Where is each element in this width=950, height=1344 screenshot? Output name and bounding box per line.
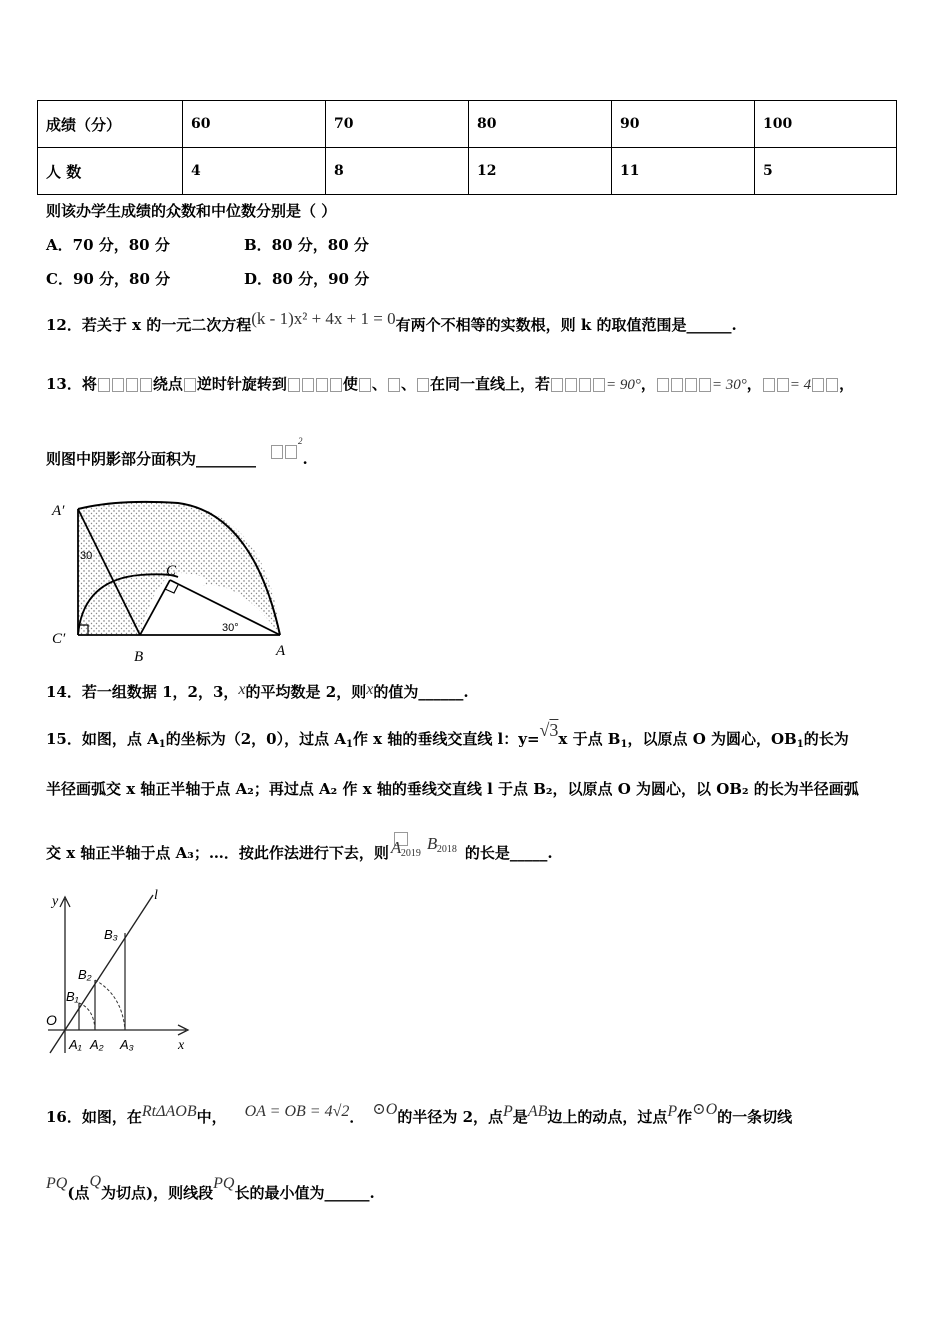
q15-line1-pre: 15．如图，点 A	[46, 730, 159, 748]
q15-line3-post: 的长是_____.	[464, 844, 553, 862]
q15-sqrt3: 3	[549, 720, 559, 740]
table-row	[38, 101, 897, 148]
q16-mid4: 边上的动点，过点	[547, 1108, 668, 1126]
q16-line2-b: 为切点)，则线段	[101, 1184, 214, 1202]
label-b3: B₃	[104, 927, 118, 942]
q16-line2-a: (点	[67, 1184, 90, 1202]
score-table	[37, 100, 897, 195]
q15-figure	[40, 885, 200, 1060]
q16-line1	[46, 1101, 793, 1127]
table-cell: 8	[326, 148, 469, 195]
table-cell: 5	[755, 148, 897, 195]
q16-mid2: 的半径为 2，点	[397, 1108, 504, 1126]
q15-arc-a-sub: 2019	[400, 848, 421, 859]
q15-line1-e: 的长为	[803, 730, 849, 748]
label-c-prime: C′	[52, 631, 66, 647]
q15-sub1: 1	[158, 739, 166, 750]
label-o: O	[46, 1012, 57, 1028]
label-angle-2: 30°	[222, 622, 239, 634]
q15-arc-expression	[389, 834, 465, 864]
table-header-count: 人 数	[38, 148, 183, 195]
q15-line1-c: x 于点 B	[558, 730, 621, 748]
q16-eq: OA = OB = 4√2	[244, 1103, 350, 1120]
q16-mid5: 作	[677, 1108, 693, 1126]
q11-option-a: A．70 分，80 分	[46, 236, 170, 254]
label-b: B	[134, 649, 144, 665]
q12-pre: 12．若关于 x 的一元二次方程	[46, 316, 252, 334]
table-row	[38, 148, 897, 195]
label-b2: B₂	[78, 967, 92, 982]
q14-var2: x	[366, 681, 374, 698]
q15-arc-b-sub: 2018	[436, 844, 457, 855]
q13-p4: 使	[342, 375, 358, 393]
q15-line3-pre: 交 x 轴正半轴于点 A₃；…．按此作法进行下去，则	[46, 844, 389, 862]
label-a: A	[276, 643, 286, 659]
label-y: y	[52, 894, 59, 909]
table-cell: 11	[612, 148, 755, 195]
label-l: l	[154, 888, 158, 903]
q12-formula: (k - 1)x² + 4x + 1 = 0	[251, 309, 396, 328]
q13-p1: 13．将	[46, 375, 97, 393]
q16-p2: P	[667, 1103, 678, 1120]
q13-e2: = 30°	[711, 377, 747, 393]
q15-line1-a: 的坐标为（2，0），过点 A	[165, 730, 346, 748]
q13-sep3: ，	[839, 375, 855, 393]
q12-text	[46, 309, 737, 335]
label-a3: A₃	[120, 1037, 134, 1052]
table-cell: 12	[469, 148, 612, 195]
table-cell: 70	[326, 101, 469, 148]
q16-post: 的一条切线	[717, 1108, 793, 1126]
q16-mid3: 是	[512, 1108, 528, 1126]
q13-p5: 、	[371, 375, 387, 393]
q14-post: 的值为______.	[373, 683, 469, 701]
q15-sub4: 1	[796, 739, 804, 750]
q14-mid: 的平均数是 2，则	[245, 683, 367, 701]
q16-mid1: 中，	[196, 1108, 227, 1126]
table-cell: 80	[469, 101, 612, 148]
q13-end: .	[302, 450, 308, 468]
q14-var: x	[238, 681, 246, 698]
q15-line1-b: 作 x 轴的垂线交直线 l：y=	[352, 730, 540, 748]
label-c: C	[166, 563, 177, 579]
q16-ab: AB	[527, 1103, 548, 1120]
q13-sep2: ，	[746, 375, 762, 393]
label-a2: A₂	[90, 1037, 104, 1052]
q11-option-d: D．80 分，90 分	[244, 270, 370, 288]
q16-p: P	[503, 1103, 513, 1120]
label-a-prime: A′	[52, 503, 65, 519]
q15-line1-d: ，以原点 O 为圆心，OB	[627, 730, 797, 748]
q13-e1: = 90°	[605, 377, 641, 393]
q15-line2: 半径画弧交 x 轴正半轴于点 A₂；再过点 A₂ 作 x 轴的垂线交直线 l 于点 B₂，以原点 O 为圆心，以 OB₂ 的长为半径画弧	[46, 780, 859, 798]
q16-pq2: PQ	[213, 1175, 235, 1192]
q13-p3: 逆时针旋转到	[196, 375, 287, 393]
q13-blank: 则图中阴影部分面积为________	[46, 450, 257, 468]
q14-text	[46, 681, 469, 702]
q15-arc-b: B	[426, 834, 438, 853]
q13-line2	[46, 436, 308, 469]
q11-question: 则该办学生成绩的众数和中位数分别是（ ）	[46, 202, 337, 220]
q15-line1: 15．如图，点 $A_1$的坐标为（2，0），过点 $A_1$作 x 轴的垂线交直线 l：y=√3x 于点 $B_1$，以原点 O 为圆心，$OB_1$的长为	[46, 720, 849, 750]
q16-rt: RtΔAOB	[141, 1103, 197, 1120]
q16-q: Q	[89, 1173, 101, 1190]
q15-line3	[46, 834, 553, 864]
label-b1: B₁	[66, 989, 79, 1004]
label-a1: A₁	[69, 1037, 82, 1052]
q16-line2	[46, 1173, 375, 1203]
q13-p2: 绕点	[152, 375, 183, 393]
table-cell: 100	[755, 101, 897, 148]
q13-figure	[48, 495, 298, 667]
label-angle-1: 30	[80, 550, 93, 562]
table-cell: 4	[183, 148, 326, 195]
q16-pq: PQ	[46, 1175, 68, 1192]
q16-circle-o: ⊙O	[372, 1101, 398, 1118]
q16-line2-c: 长的最小值为______.	[234, 1184, 375, 1202]
q12-post: 有两个不相等的实数根，则 k 的取值范围是______.	[395, 316, 737, 334]
q14-pre: 14．若一组数据 1，2，3，	[46, 683, 239, 701]
q11-option-c: C．90 分，80 分	[46, 270, 171, 288]
q11-option-b: B．80 分，80 分	[244, 236, 369, 254]
q13-e3: = 4	[789, 377, 812, 393]
label-x: x	[178, 1038, 185, 1053]
q16-circle-o2: ⊙O	[692, 1101, 718, 1118]
q15-sub3: 1	[620, 739, 628, 750]
q13-p6: 、	[400, 375, 416, 393]
q13-p7: 在同一直线上，若	[429, 375, 550, 393]
q13-sep1: ，	[640, 375, 656, 393]
q16-dot: ．	[349, 1108, 365, 1126]
q13-unit-sup: 2	[298, 436, 303, 446]
q13-text	[46, 373, 854, 394]
table-cell: 90	[612, 101, 755, 148]
table-header-score: 成绩（分）	[38, 101, 183, 148]
q15-sub2: 1	[345, 739, 353, 750]
q15-arc-a: A	[390, 838, 402, 857]
q16-pre: 16．如图，在	[46, 1108, 142, 1126]
table-cell: 60	[183, 101, 326, 148]
